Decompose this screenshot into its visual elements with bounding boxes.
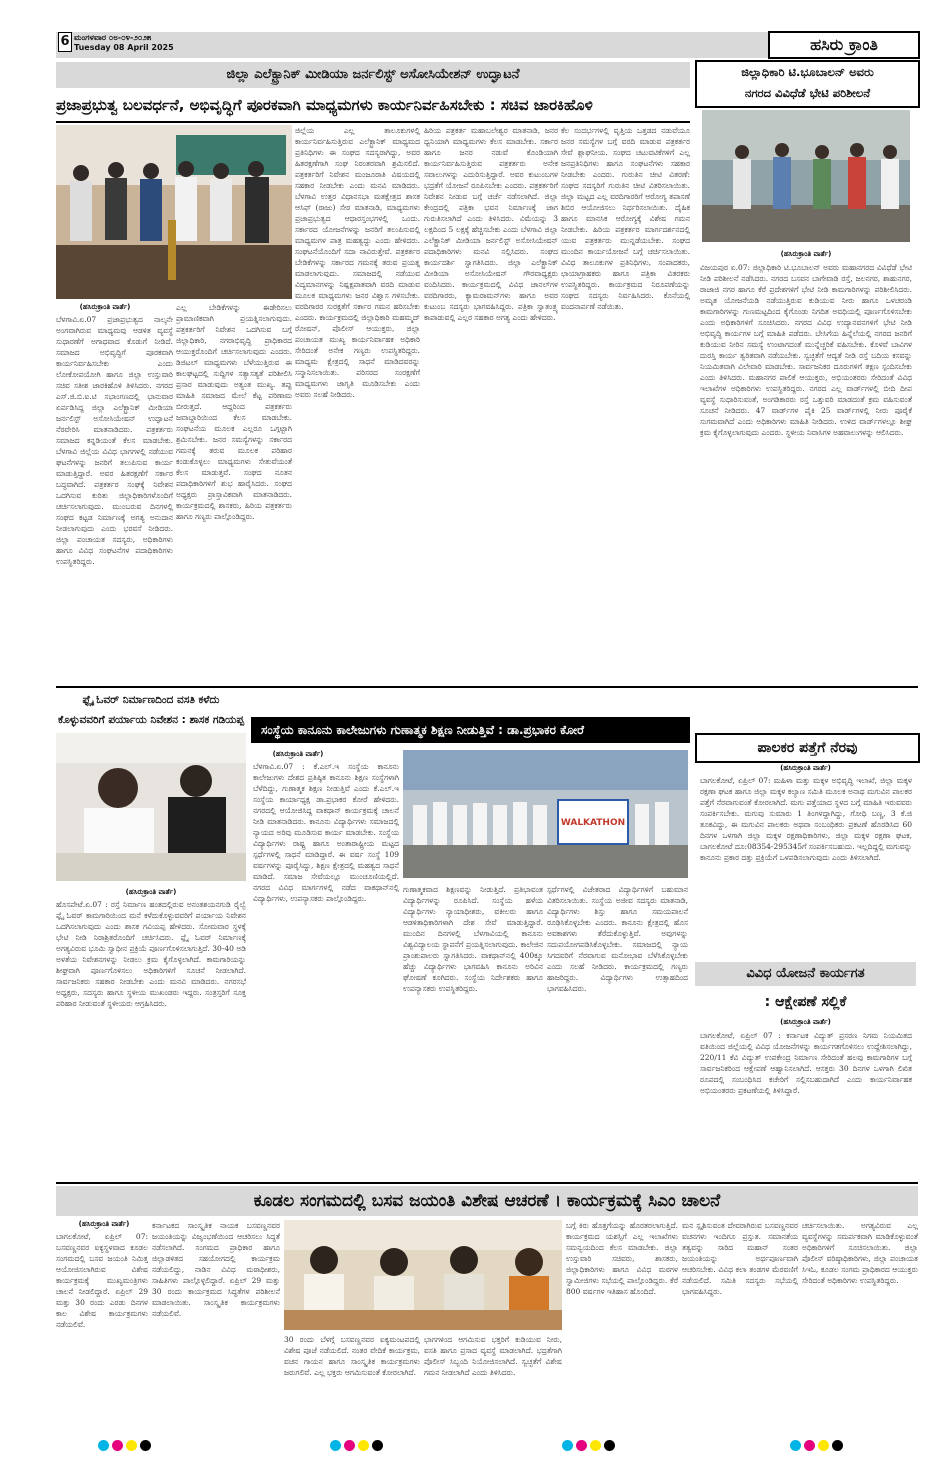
law-college-col3: ಸ್ಪರ್ಧೆಗಳಲ್ಲಿ ವಿಜೇತರಾದ ವಿದ್ಯಾರ್ಥಿಗಳಿಗೆ ಬಹುಮಾನ ವಿತರಿಸಲಾಯಿತು. ಸಂಸ್ಥೆಯ ಅಜೀವ ಸದಸ್ಯರು ಮಾತನಾಡಿ, ವಿದ್ಯಾರ್ಥಿಗಳು ಶಿಸ್ತು ಹಾಗೂ ಸಮಯಪಾಲನೆ ರೂಢಿಸಿಕೊಳ್ಳಬೇಕು ಎಂದರು. ಕಾನೂನು ಕ್ಷೇತ್ರದಲ್ಲಿ ಹೊಸ ಅವಕಾಶಗಳು ತೆರೆದುಕೊಳ್ಳುತ್ತಿವೆ. ಅವುಗಳನ್ನು ಸದುಪಯೋಗಪಡಿಸಿಕೊಳ್ಳಬೇಕು. ಸಮಾಜದಲ್ಲಿ ನ್ಯಾಯ ಸಿಗದವರಿಗೆ ನೆರವಾಗುವ ಮನೋಭಾವ ಬೆಳೆಸಿಕೊಳ್ಳಬೇಕು ಎಂದು ಸಲಹೆ ನೀಡಿದರು. ಕಾರ್ಯಕ್ರಮದಲ್ಲಿ ಗಣ್ಯರು ಹಾಜರಿದ್ದರು. ವಿದ್ಯಾರ್ಥಿಗಳು ಉತ್ಸಾಹದಿಂದ ಭಾಗವಹಿಸಿದರು. bbox=[547, 885, 688, 993]
dc-visit-photo bbox=[702, 110, 910, 242]
registration-marks bbox=[562, 1440, 618, 1452]
dc-visit-headline-2: ನಗರದ ವಿವಿಧೆಡೆ ಭೇಟಿ ಪರಿಶೀಲನೆ bbox=[744, 86, 871, 100]
basava-col2: ಕರ್ನಾಟಕದ ಸಾಂಸ್ಕೃತಿಕ ನಾಯಕ ಬಸವಣ್ಣನವರ ಜಯಂತಿಯನ್ನು ವಿಜೃಂಭಣೆಯಿಂದ ಆಚರಿಸಲು ಸಿದ್ಧತೆ ನಡೆಸಲಾಗಿದೆ. ಸಂಗಮದ ಪ್ರಾಧಿಕಾರ ಹಾಗೂ ಜಿಲ್ಲಾಡಳಿತದ ಸಹಯೋಗದಲ್ಲಿ ಕಾರ್ಯಕ್ರಮ ನಡೆಯಲಿದ್ದು, ನಾಡಿನ ವಿವಿಧ ಮಠಾಧೀಶರು, ಸಾಹಿತಿಗಳು ಪಾಲ್ಗೊಳ್ಳಲಿದ್ದಾರೆ. ಏಪ್ರಿಲ್ 29 ಮತ್ತು 30 ರಂದು ಕಾರ್ಯಕ್ರಮದ ಸಿದ್ಧತೆಗಳ ಪರಿಶೀಲನೆ ಮಾಡಲಾಯಿತು. ಸಾಂಸ್ಕೃತಿಕ ಕಾರ್ಯಕ್ರಮಗಳು ನಡೆಯಲಿವೆ. bbox=[152, 1221, 280, 1318]
basava-credit: (ಹಸಿರುಕ್ರಾಂತಿ ವಾರ್ತೆ) bbox=[78, 1220, 130, 1228]
mla-photo bbox=[56, 733, 246, 881]
dc-visit-credit: (ಹಸಿರುಕ್ರಾಂತಿ ವಾರ್ತೆ) bbox=[780, 250, 832, 258]
law-college-credit: (ಹಸಿರುಕ್ರಾಂತಿ ವಾರ್ತೆ) bbox=[272, 750, 324, 758]
walkathon-photo bbox=[403, 750, 688, 878]
inauguration-photo bbox=[56, 125, 292, 299]
basava-col4: ಭಾಗಗಳಿಂದ ಆಗಮಿಸುವ ಭಕ್ತರಿಗೆ ಕುಡಿಯುವ ನೀರು, ವಸತಿ ಹಾಗೂ ಪ್ರಸಾದ ವ್ಯವಸ್ಥೆ ಮಾಡಲಾಗಿದೆ. ಭದ್ರತೆಗಾಗಿ ಪೊಲೀಸ್ ಸಿಬ್ಬಂದಿ ನಿಯೋಜಿಸಲಾಗಿದೆ. ಸ್ವಚ್ಛತೆಗೆ ವಿಶೇಷ ಗಮನ ನೀಡಲಾಗಿದೆ ಎಂದು ತಿಳಿಸಿದರು. bbox=[424, 1335, 562, 1377]
main-story-col5: ಕೆಲ ಸಂದರ್ಭಗಳಲ್ಲಿ ವೃತ್ತಿಯ ಒತ್ತಡದ ನಡುವೆಯೂ ಜನರ ಸಮಸ್ಯೆಗಳ ಬಗ್ಗೆ ವರದಿ ಮಾಡುವ ಪತ್ರಕರ್ತರ ಸೇವೆ ಶ್ಲಾಘನೀಯ. ಸಂಘದ ಚಟುವಟಿಕೆಗಳಿಗೆ ಎಲ್ಲ ಜನಪ್ರತಿನಿಧಿಗಳು ಹಾಗೂ ಸಂಘಟನೆಗಳು ಸಹಕಾರ ನೀಡಬೇಕು ಎಂದರು. ಗುರುತಿನ ಚೀಟಿ ವಿತರಣೆ: ಸಂಘದ ಸದಸ್ಯರಿಗೆ ಗುರುತಿನ ಚೀಟಿ ವಿತರಿಸಲಾಯಿತು. ಜಿಲ್ಲಾ ಮಟ್ಟದ ಎಲ್ಲ ವರದಿಗಾರರಿಗೆ ಆರೋಗ್ಯ ತಪಾಸಣೆ ಶಿಬಿರ ಆಯೋಜಿಸಲು ನಿರ್ಧರಿಸಲಾಯಿತು. ದೈಹಿಕ ಹಾಗೂ ಮಾನಸಿಕ ಆರೋಗ್ಯಕ್ಕೆ ವಿಶೇಷ ಗಮನ ನೀಡಬೇಕು. ಹಿರಿಯ ಪತ್ರಕರ್ತರ ಮಾರ್ಗದರ್ಶನದಲ್ಲಿ ಯುವ ಪತ್ರಕರ್ತರು ಮುನ್ನಡೆಯಬೇಕು. ಸಂಘದ ಮುಂದಿನ ಕಾರ್ಯಯೋಜನೆ ಬಗ್ಗೆ ಚರ್ಚಿಸಲಾಯಿತು. ವಿವಿಧ ತಾಲೂಕುಗಳ ಪ್ರತಿನಿಧಿಗಳು, ಸಂಪಾದಕರು, ಛಾಯಾಗ್ರಾಹಕರು ಹಾಗೂ ಪತ್ರಿಕಾ ವಿತರಕರು ಉಪಸ್ಥಿತರಿದ್ದರು. ಕಾರ್ಯಕ್ರಮದ ನಿರೂಪಣೆಯನ್ನು ಸಂಘದ ಸದಸ್ಯರು ನಿರ್ವಹಿಸಿದರು. ಕೊನೆಯಲ್ಲಿ ವಂದನಾರ್ಪಣೆ ನಡೆಯಿತು. bbox=[561, 126, 690, 311]
main-story-col2: ಎಲ್ಲ ಬೇಡಿಕೆಗಳನ್ನು ಈಡೇರಿಸಲು ಪ್ರಾಮಾಣಿಕವಾಗಿ ಪ್ರಯತ್ನಿಸಲಾಗುವುದು. ಪತ್ರಕರ್ತರಿಗೆ ನಿವೇಶನ ಒದಗಿಸುವ ಬಗ್ಗೆ ಜಿಲ್ಲಾಧಿಕಾರಿ, ನಗರಾಭಿವೃದ್ಧಿ ಪ್ರಾಧಿಕಾರದ ಆಯುಕ್ತರೊಂದಿಗೆ ಚರ್ಚಿಸಲಾಗುವುದು ಎಂದರು. ಡಿಜಿಟಲ್ ಮಾಧ್ಯಮಗಳು ಬೆಳೆಯುತ್ತಿರುವ ಈ ಕಾಲಘಟ್ಟದಲ್ಲಿ ಸುದ್ದಿಗಳ ಸತ್ಯಾಸತ್ಯತೆ ಪರಿಶೀಲಿಸಿ ಪ್ರಸಾರ ಮಾಡುವುದು ಅತ್ಯಂತ ಮುಖ್ಯ. ತಪ್ಪು ಮಾಹಿತಿ ಸಮಾಜದ ಮೇಲೆ ಕೆಟ್ಟ ಪರಿಣಾಮ ಬೀರುತ್ತದೆ. ಆದ್ದರಿಂದ ಪತ್ರಕರ್ತರು ಜವಾಬ್ದಾರಿಯಿಂದ ಕೆಲಸ ಮಾಡಬೇಕು. ಸಂಘಟನೆಯ ಮೂಲಕ ಎಲ್ಲರೂ ಒಗ್ಗಟ್ಟಾಗಿ ಶ್ರಮಿಸಬೇಕು. ಜನರ ಸಮಸ್ಯೆಗಳನ್ನು ಸರ್ಕಾರದ ಗಮನಕ್ಕೆ ತರುವ ಮೂಲಕ ಪರಿಹಾರ ಕಂಡುಕೊಳ್ಳಲು ಮಾಧ್ಯಮಗಳು ಸೇತುವೆಯಂತೆ ಕೆಲಸ ಮಾಡುತ್ತವೆ. ಸಂಘದ ನೂತನ ಪದಾಧಿಕಾರಿಗಳಿಗೆ ಶುಭ ಹಾರೈಸಿದರು. ಸಂಘದ ಅಧ್ಯಕ್ಷರು ಪ್ರಾಸ್ತಾವಿಕವಾಗಿ ಮಾತನಾಡಿದರು. ಕಾರ್ಯಕ್ರಮದಲ್ಲಿ ಶಾಸಕರು, ಹಿರಿಯ ಪತ್ರಕರ್ತರು ಹಾಗೂ ಗಣ್ಯರು ಪಾಲ್ಗೊಂಡಿದ್ದರು. bbox=[176, 303, 292, 521]
registration-marks bbox=[790, 1440, 846, 1452]
schemes-headline-2: : ಆಕ್ಷೇಪಣೆ ಸಲ್ಲಿಕೆ bbox=[764, 994, 847, 1010]
date-line bbox=[74, 33, 174, 53]
law-college-headline: ಸಂಸ್ಥೆಯ ಕಾನೂನು ಕಾಲೇಜುಗಳು ಗುಣಾತ್ಮಕ ಶಿಕ್ಷಣ ನೀಡುತ್ತಿವೆ : ಡಾ.ಪ್ರಭಾಕರ ಕೋರೆ bbox=[251, 717, 690, 743]
main-story-col1: ಬೆಳಗಾವಿ.ಏ.07 ಪ್ರಜಾಪ್ರಭುತ್ವದ ನಾಲ್ಕನೇ ಅಂಗವಾಗಿರುವ ಮಾಧ್ಯಮವು ಆಡಳಿತ ವ್ಯವಸ್ಥೆ ಸುಧಾರಣೆಗೆ ಅಗಾಧವಾದ ಕೊಡುಗೆ ನೀಡಿದೆ. ಸಮಾಜದ ಅಭಿವೃದ್ಧಿಗೆ ಪೂರಕವಾಗಿ ಕಾರ್ಯನಿರ್ವಹಿಸಬೇಕು ಎಂದು ಲೋಕೋಪಯೋಗಿ ಹಾಗೂ ಜಿಲ್ಲಾ ಉಸ್ತುವಾರಿ ಸಚಿವ ಸತೀಶ ಜಾರಕಿಹೊಳಿ ತಿಳಿಸಿದರು. ನಗರದ ಎಸ್.ಜಿ.ಬಿ.ಐ.ಟಿ ಸಭಾಂಗಣದಲ್ಲಿ ಭಾನುವಾರ ಏರ್ಪಡಿಸಿದ್ದ ಜಿಲ್ಲಾ ಎಲೆಕ್ಟ್ರಾನಿಕ್ ಮೀಡಿಯಾ ಜರ್ನಲಿಸ್ಟ್ ಅಸೋಸಿಯೇಷನ್ ಉದ್ಘಾಟನೆ ನೆರವೇರಿಸಿ ಮಾತನಾಡಿದರು. ಪತ್ರಕರ್ತರು ಸಮಾಜದ ಕನ್ನಡಿಯಂತೆ ಕೆಲಸ ಮಾಡಬೇಕು. ಬೆಳಗಾವಿ ಜಿಲ್ಲೆಯ ವಿವಿಧ ಭಾಗಗಳಲ್ಲಿ ನಡೆಯುವ ಘಟನೆಗಳನ್ನು ಜನರಿಗೆ ತಲುಪಿಸುವ ಕಾರ್ಯ ಮಾಡುತ್ತಿದ್ದಾರೆ. ಅವರ ಹಿತರಕ್ಷಣೆಗೆ ಸರ್ಕಾರ ಬದ್ಧವಾಗಿದೆ. ಪತ್ರಕರ್ತರ ಸಂಘಕ್ಕೆ ನಿವೇಶನ ಒದಗಿಸುವ ಕುರಿತು ಜಿಲ್ಲಾಧಿಕಾರಿಗಳೊಂದಿಗೆ ಚರ್ಚಿಸಲಾಗುವುದು. ಮುಂಬರುವ ದಿನಗಳಲ್ಲಿ ಸಂಘದ ಕಟ್ಟಡ ನಿರ್ಮಾಣಕ್ಕೆ ಅಗತ್ಯ ಅನುದಾನ ನೀಡಲಾಗುವುದು ಎಂದು ಭರವಸೆ ನೀಡಿದರು. ಜಿಲ್ಲಾ ಪಂಚಾಯತ ಸದಸ್ಯರು, ಅಧಿಕಾರಿಗಳು ಹಾಗೂ ವಿವಿಧ ಸಂಘಟನೆಗಳ ಪದಾಧಿಕಾರಿಗಳು ಉಪಸ್ಥಿತರಿದ್ದರು. bbox=[56, 315, 173, 566]
schemes-body: ಬಾಗಲಕೋಟೆ, ಏಪ್ರಿಲ್ 07 : ಕರ್ನಾಟಕ ವಿದ್ಯುತ್ ಪ್ರಸರಣ ನಿಗಮ ನಿಯಮಿತದ ವತಿಯಿಂದ ಜಿಲ್ಲೆಯಲ್ಲಿ ವಿವಿಧ ಯೋಜನೆಗಳನ್ನು ಕಾರ್ಯಗತಗೊಳಿಸಲು ಉದ್ದೇಶಿಸಲಾಗಿದ್ದು, 220/11 ಕೆವಿ ವಿದ್ಯುತ್ ಉಪಕೇಂದ್ರ ನಿರ್ಮಾಣ ಸೇರಿದಂತೆ ಹಲವು ಕಾಮಗಾರಿಗಳ ಬಗ್ಗೆ ಸಾರ್ವಜನಿಕರಿಂದ ಆಕ್ಷೇಪಣೆ ಆಹ್ವಾನಿಸಲಾಗಿದೆ. ಆಸಕ್ತರು 30 ದಿನಗಳ ಒಳಗಾಗಿ ಲಿಖಿತ ರೂಪದಲ್ಲಿ ಸಂಬಂಧಿಸಿದ ಕಚೇರಿಗೆ ಸಲ್ಲಿಸಬಹುದಾಗಿದೆ ಎಂದು ಕಾರ್ಯನಿರ್ವಾಹಕ ಅಭಿಯಂತರರು ಪ್ರಕಟಣೆಯಲ್ಲಿ ತಿಳಿಸಿದ್ದಾರೆ. bbox=[700, 1031, 912, 1095]
main-story-headline: ಪ್ರಜಾಪ್ರಭುತ್ವ ಬಲವರ್ಧನೆ, ಅಭಿವೃದ್ಧಿಗೆ ಪೂರಕವಾಗಿ ಮಾಧ್ಯಮಗಳು ಕಾರ್ಯನಿರ್ವಹಿಸಬೇಕು : ಸಚಿವ ಜಾರಕಿಹೊಳಿ bbox=[56, 96, 593, 114]
flyover-headline-box bbox=[56, 690, 246, 730]
dc-visit-headline-box bbox=[695, 60, 920, 108]
flyover-headline-2: ಕೊಳ್ಳುವವರಿಗೆ ಪರ್ಯಾಯ ನಿವೇಶನ : ಶಾಸಕ ಗಡಿಯಪ್ಪ bbox=[58, 714, 244, 726]
main-story-kicker: ಜಿಲ್ಲಾ ಎಲೆಕ್ಟ್ರಾನಿಕ್ ಮೀಡಿಯಾ ಜರ್ನಲಿಸ್ಟ್ ಅಸೋಸಿಯೇಶನ್ ಉದ್ಘಾಟನೆ bbox=[56, 62, 690, 88]
parents-headline: ಪಾಲಕರ ಪತ್ತೆಗೆ ನೆರವು bbox=[695, 733, 920, 763]
dc-visit-headline-1: ಜಿಲ್ಲಾಧಿಕಾರಿ ಟಿ.ಭೂಬಾಲನ್ ಅವರು bbox=[741, 65, 874, 79]
basava-col3: 30 ರಂದು ಬೆಳಗ್ಗೆ ಬಸವಣ್ಣನವರ ಐಕ್ಯಮಂಟಪದಲ್ಲಿ ವಿಶೇಷ ಪೂಜೆ ನಡೆಯಲಿದೆ. ನಂತರ ವೇದಿಕೆ ಕಾರ್ಯಕ್ರಮ, ವಚನ ಗಾಯನ ಹಾಗೂ ಸಾಂಸ್ಕೃತಿಕ ಕಾರ್ಯಕ್ರಮಗಳು ಜರುಗಲಿವೆ. ಎಲ್ಲ ಭಕ್ತರು ಆಗಮಿಸುವಂತೆ ಕೋರಲಾಗಿದೆ. bbox=[284, 1335, 420, 1377]
registration-marks bbox=[98, 1440, 154, 1452]
flyover-headline-1: ಫ್ಲೈ ಓವರ್ ನಿರ್ಮಾಣದಿಂದ ವಸತಿ ಕಳೆದು bbox=[82, 694, 220, 706]
basava-meeting-photo bbox=[284, 1220, 562, 1330]
main-story-credit: (ಹಸಿರುಕ್ರಾಂತಿ ವಾರ್ತೆ) bbox=[79, 303, 131, 311]
divider bbox=[56, 121, 690, 123]
law-college-col1: ಬೆಳಗಾವಿ.ಏ.07 : ಕೆ.ಎಲ್.ಇ ಸಂಸ್ಥೆಯ ಕಾನೂನು ಕಾಲೇಜುಗಳು ದೇಶದ ಪ್ರತಿಷ್ಠಿತ ಕಾನೂನು ಶಿಕ್ಷಣ ಸಂಸ್ಥೆಗಳಾಗಿ ಬೆಳೆದಿದ್ದು, ಗುಣಾತ್ಮಕ ಶಿಕ್ಷಣ ನೀಡುತ್ತಿವೆ ಎಂದು ಕೆ.ಎಲ್.ಇ ಸಂಸ್ಥೆಯ ಕಾರ್ಯಾಧ್ಯಕ್ಷ ಡಾ.ಪ್ರಭಾಕರ ಕೋರೆ ಹೇಳಿದರು. ನಗರದಲ್ಲಿ ಆಯೋಜಿಸಿದ್ದ ವಾಕಥಾನ್ ಕಾರ್ಯಕ್ರಮಕ್ಕೆ ಚಾಲನೆ ನೀಡಿ ಮಾತನಾಡಿದರು. ಕಾನೂನು ವಿದ್ಯಾರ್ಥಿಗಳು ಸಮಾಜದಲ್ಲಿ ನ್ಯಾಯದ ಅರಿವು ಮೂಡಿಸುವ ಕಾರ್ಯ ಮಾಡಬೇಕು. ಸಂಸ್ಥೆಯ ವಿದ್ಯಾರ್ಥಿಗಳು ರಾಷ್ಟ್ರ ಹಾಗೂ ಅಂತಾರಾಷ್ಟ್ರೀಯ ಮಟ್ಟದ ಸ್ಪರ್ಧೆಗಳಲ್ಲಿ ಸಾಧನೆ ಮಾಡಿದ್ದಾರೆ. ಈ ವರ್ಷ ಸಂಸ್ಥೆ 109 ವರ್ಷಗಳನ್ನು ಪೂರೈಸಿದ್ದು, ಶಿಕ್ಷಣ ಕ್ಷೇತ್ರದಲ್ಲಿ ಮಹತ್ವದ ಸಾಧನೆ ಮಾಡಿದೆ. ಸಮಾಜ ಸೇವೆಯಲ್ಲೂ ಮುಂಚೂಣಿಯಲ್ಲಿದೆ. ನಗರದ ವಿವಿಧ ಮಾರ್ಗಗಳಲ್ಲಿ ನಡೆದ ವಾಕಥಾನ್‌ನಲ್ಲಿ ವಿದ್ಯಾರ್ಥಿಗಳು, ಉಪನ್ಯಾಸಕರು ಪಾಲ್ಗೊಂಡಿದ್ದರು. bbox=[253, 762, 399, 903]
date-kannada: ಮಂಗಳವಾರ ೦೮-೦೪-೨೦೨೫ bbox=[74, 33, 152, 42]
basava-col7: ಚರ್ಚಿಸಲಾಯಿತು. ಅಗತ್ಯವಿರುವ ಎಲ್ಲ ವ್ಯವಸ್ಥೆಗಳನ್ನು ಸಮರ್ಪಕವಾಗಿ ಮಾಡಿಕೊಳ್ಳುವಂತೆ ಅಧಿಕಾರಿಗಳಿಗೆ ಸೂಚಿಸಲಾಯಿತು. ಜಿಲ್ಲಾ ಪೊಲೀಸ್ ವರಿಷ್ಠಾಧಿಕಾರಿಗಳು, ಜಿಲ್ಲಾ ಪಂಚಾಯತ ಸಿಇಓ, ಕೂಡಲ ಸಂಗಮ ಪ್ರಾಧಿಕಾರದ ಆಯುಕ್ತರು ಸೇರಿದಂತೆ ಅಧಿಕಾರಿಗಳು ಉಪಸ್ಥಿತರಿದ್ದರು. bbox=[802, 1221, 918, 1285]
schemes-credit: (ಹಸಿರುಕ್ರಾಂತಿ ವಾರ್ತೆ) bbox=[780, 1018, 831, 1026]
divider bbox=[56, 686, 918, 688]
flyover-credit: (ಹಸಿರುಕ್ರಾಂತಿ ವಾರ್ತೆ) bbox=[125, 888, 177, 896]
main-story-col4: ಹಿರಿಯ ಪತ್ರಕರ್ತ ಮಹಾಬಲೇಶ್ವರ ಮಾತನಾಡಿ, ಜನರ ಧ್ವನಿಯಾಗಿ ಮಾಧ್ಯಮಗಳು ಕೆಲಸ ಮಾಡಬೇಕು. ಸರ್ಕಾರ ಹಾಗೂ ಜನರ ನಡುವೆ ಕೊಂಡಿಯಾಗಿ ಕಾರ್ಯನಿರ್ವಹಿಸುತ್ತಿರುವ ಪತ್ರಕರ್ತರು ಅನೇಕ ಸವಾಲುಗಳನ್ನು ಎದುರಿಸುತ್ತಿದ್ದಾರೆ. ಅವರ ಕುಟುಂಬಗಳ ಭದ್ರತೆಗೆ ಯೋಜನೆ ರೂಪಿಸಬೇಕು ಎಂದರು. ಪತ್ರಕರ್ತರಿಗೆ ನಿವೇಶನ ನೀಡುವ ಬಗ್ಗೆ ಚರ್ಚೆ ನಡೆಸಲಾಗಿದೆ. ಜಿಲ್ಲಾ ಕೇಂದ್ರದಲ್ಲಿ ಪತ್ರಿಕಾ ಭವನ ನಿರ್ಮಾಣಕ್ಕೆ ಜಾಗ ಗುರುತಿಸಲಾಗಿದೆ ಎಂದು ತಿಳಿಸಿದರು. ವಿಮೆಯನ್ನು 3 ಲಕ್ಷದಿಂದ 5 ಲಕ್ಷಕ್ಕೆ ಹೆಚ್ಚಿಸಬೇಕು ಎಂದು ಬೆಳಗಾವಿ ಜಿಲ್ಲಾ ಎಲೆಕ್ಟ್ರಾನಿಕ್ ಮೀಡಿಯಾ ಜರ್ನಲಿಸ್ಟ್ ಅಸೋಸಿಯೇಷನ್ ಪದಾಧಿಕಾರಿಗಳು ಮನವಿ ಸಲ್ಲಿಸಿದರು. ಸಂಘದ ಕಾರ್ಯದರ್ಶಿ ಸ್ವಾಗತಿಸಿದರು. ಜಿಲ್ಲಾ ಎಲೆಕ್ಟ್ರಾನಿಕ್ ಮೀಡಿಯಾ ಅಸೋಸಿಯೇಷನ್ ಗೌರವಾಧ್ಯಕ್ಷರು ವಂದಿಸಿದರು. ಕಾರ್ಯಕ್ರಮದಲ್ಲಿ ವಿವಿಧ ಚಾನಲ್‌ಗಳ ವರದಿಗಾರರು, ಕ್ಯಾಮರಾಮನ್‌ಗಳು ಹಾಗೂ ಅವರ ಕುಟುಂಬ ಸದಸ್ಯರು ಭಾಗವಹಿಸಿದ್ದರು. ಪತ್ರಿಕಾ ಸ್ವಾತಂತ್ರ್ಯ ಕಾಪಾಡುವಲ್ಲಿ ಎಲ್ಲರ ಸಹಕಾರ ಅಗತ್ಯ ಎಂದು ಹೇಳಿದರು. bbox=[424, 126, 558, 322]
page-number: 6 bbox=[58, 32, 72, 52]
walkathon-banner-text: WALKATHON bbox=[560, 818, 626, 828]
registration-marks bbox=[330, 1440, 386, 1452]
flyover-body: ಹೊಸಪೇಟೆ.ಏ.07 : ರಸ್ತೆ ನಿರ್ಮಾಣ ಹಂತದಲ್ಲಿರುವ ಅನಂತಶಯನಗುಡಿ ರೈಲ್ವೆ ಫ್ಲೈ ಓವರ್ ಕಾಮಗಾರಿಯಿಂದ ಮನೆ ಕಳೆದುಕೊಳ್ಳುವವರಿಗೆ ಪರ್ಯಾಯ ನಿವೇಶನ ಒದಗಿಸಲಾಗುವುದು ಎಂದು ಶಾಸಕ ಗವಿಯಪ್ಪ ಹೇಳಿದರು. ಸೋಮವಾರ ಸ್ಥಳಕ್ಕೆ ಭೇಟಿ ನೀಡಿ ನಿರಾಶ್ರಿತರೊಂದಿಗೆ ಚರ್ಚಿಸಿದರು. ಫ್ಲೈ ಓವರ್ ನಿರ್ಮಾಣಕ್ಕೆ ಅಗತ್ಯವಿರುವ ಭೂಮಿ ಸ್ವಾಧೀನ ಪ್ರಕ್ರಿಯೆ ಪೂರ್ಣಗೊಳಿಸಲಾಗುತ್ತಿದೆ. 30-40 ಅಡಿ ಅಳತೆಯ ನಿವೇಶನಗಳನ್ನು ನೀಡಲು ಕ್ರಮ ಕೈಗೊಳ್ಳಲಾಗಿದೆ. ಕಾಮಗಾರಿಯನ್ನು ಶೀಘ್ರವಾಗಿ ಪೂರ್ಣಗೊಳಿಸಲು ಅಧಿಕಾರಿಗಳಿಗೆ ಸೂಚನೆ ನೀಡಲಾಗಿದೆ. ಸಾರ್ವಜನಿಕರು ಸಹಕಾರ ನೀಡಬೇಕು ಎಂದು ಮನವಿ ಮಾಡಿದರು. ನಗರಸಭೆ ಅಧ್ಯಕ್ಷರು, ಸದಸ್ಯರು ಹಾಗೂ ಸ್ಥಳೀಯ ಮುಖಂಡರು ಇದ್ದರು. ಸಂತ್ರಸ್ತರಿಗೆ ಸೂಕ್ತ ಪರಿಹಾರ ನೀಡುವಂತೆ ಸ್ಥಳೀಯರು ಆಗ್ರಹಿಸಿದರು. bbox=[56, 900, 246, 1008]
date-english: Tuesday 08 April 2025 bbox=[74, 43, 174, 52]
schemes-headline-1: ವಿವಿಧ ಯೋಜನೆ ಕಾರ್ಯಗತ bbox=[695, 962, 916, 986]
law-college-col2: ಗುಣಾತ್ಮಕವಾದ ಶಿಕ್ಷಣವನ್ನು ನೀಡುತ್ತಿದೆ. ಪ್ರತಿಭಾವಂತ ವಿದ್ಯಾರ್ಥಿಗಳನ್ನು ರೂಪಿಸಿದೆ. ಸಂಸ್ಥೆಯ ಹಳೆಯ ವಿದ್ಯಾರ್ಥಿಗಳು ನ್ಯಾಯಾಧೀಶರು, ವಕೀಲರು ಹಾಗೂ ಆಡಳಿತಾಧಿಕಾರಿಗಳಾಗಿ ದೇಶ ಸೇವೆ ಮಾಡುತ್ತಿದ್ದಾರೆ. ಮುಂದಿನ ದಿನಗಳಲ್ಲಿ ಬೆಳಗಾವಿಯಲ್ಲಿ ಕಾನೂನು ವಿಶ್ವವಿದ್ಯಾಲಯ ಸ್ಥಾಪನೆಗೆ ಪ್ರಯತ್ನಿಸಲಾಗುವುದು. ಕಾಲೇಜಿನ ಪ್ರಾಂಶುಪಾಲರು ಸ್ವಾಗತಿಸಿದರು. ವಾಕಥಾನ್‌ನಲ್ಲಿ 400ಕ್ಕೂ ಹೆಚ್ಚು ವಿದ್ಯಾರ್ಥಿಗಳು ಭಾಗವಹಿಸಿ ಕಾನೂನು ಅರಿವಿನ ಘೋಷಣೆ ಕೂಗಿದರು. ಸಂಸ್ಥೆಯ ನಿರ್ದೇಶಕರು ಹಾಗೂ ಉಪನ್ಯಾಸಕರು ಉಪಸ್ಥಿತರಿದ್ದರು. bbox=[403, 885, 543, 993]
divider bbox=[56, 1182, 918, 1184]
parents-body: ಬಾಗಲಕೋಟೆ, ಏಪ್ರಿಲ್ 07: ಮಹಿಳಾ ಮತ್ತು ಮಕ್ಕಳ ಅಭಿವೃದ್ಧಿ ಇಲಾಖೆ, ಜಿಲ್ಲಾ ಮಕ್ಕಳ ರಕ್ಷಣಾ ಘಟಕ ಹಾಗೂ ಜಿಲ್ಲಾ ಮಕ್ಕಳ ಕಲ್ಯಾಣ ಸಮಿತಿ ಮೂಲಕ ಅನಾಥ ಮಗುವಿನ ಪಾಲಕರ ಪತ್ತೆಗೆ ನೆರವಾಗುವಂತೆ ಕೋರಲಾಗಿದೆ. ಮಗು ಪತ್ತೆಯಾದ ಸ್ಥಳದ ಬಗ್ಗೆ ಮಾಹಿತಿ ಇರುವವರು ಸಂಪರ್ಕಿಸಬೇಕು. ಮಗುವು ಸುಮಾರು 1 ತಿಂಗಳದ್ದಾಗಿದ್ದು, ಗೋಧಿ ಬಣ್ಣ, 3 ಕೆ.ಜಿ ತೂಕವಿದ್ದು, ಈ ಮಗುವಿನ ಪಾಲಕರು ಅಥವಾ ಸಂಬಂಧಿಕರು ಪ್ರಕಟಣೆ ಹೊರಡಿಸಿದ 60 ದಿನಗಳ ಒಳಗಾಗಿ ಜಿಲ್ಲಾ ಮಕ್ಕಳ ರಕ್ಷಣಾಧಿಕಾರಿಗಳು, ಜಿಲ್ಲಾ ಮಕ್ಕಳ ರಕ್ಷಣಾ ಘಟಕ, ಬಾಗಲಕೋಟೆ ದೂ:08354-295345ಗೆ ಸಂಪರ್ಕಿಸಬಹುದು. ಇಲ್ಲದಿದ್ದಲ್ಲಿ ಮಗುವನ್ನು ಕಾನೂನು ಪ್ರಕಾರ ದತ್ತು ಪ್ರಕ್ರಿಯೆಗೆ ಒಳಪಡಿಸಲಾಗುವುದು ಎಂದು ತಿಳಿಸಲಾಗಿದೆ. bbox=[700, 776, 912, 862]
basava-col1: ಬಾಗಲಕೋಟೆ, ಏಪ್ರಿಲ್ 07: ಬಸವಣ್ಣನವರ ಐಕ್ಯಸ್ಥಳವಾದ ಕೂಡಲ ಸಂಗಮದಲ್ಲಿ ಬಸವ ಜಯಂತಿ ನಿಮಿತ್ತ ಆಯೋಜಿಸಲಾಗಿರುವ ವಿಶೇಷ ಕಾರ್ಯಕ್ರಮಕ್ಕೆ ಮುಖ್ಯಮಂತ್ರಿಗಳು ಚಾಲನೆ ನೀಡಲಿದ್ದಾರೆ. ಏಪ್ರಿಲ್ 29 ಮತ್ತು 30 ರಂದು ಎರಡು ದಿನಗಳ ಕಾಲ ವಿಶೇಷ ಕಾರ್ಯಕ್ರಮಗಳು ನಡೆಯಲಿವೆ. bbox=[56, 1232, 148, 1329]
basava-col5: ಬಗ್ಗೆ ಕಿರು ಹೊತ್ತಗೆಯನ್ನು ಹೊರತರಲಾಗುತ್ತಿದೆ. ಕಾರ್ಯಕ್ರಮದ ಯಶಸ್ಸಿಗೆ ಎಲ್ಲ ಇಲಾಖೆಗಳು ಸಮನ್ವಯದಿಂದ ಕೆಲಸ ಮಾಡಬೇಕು. ಜಿಲ್ಲಾ ಉಸ್ತುವಾರಿ ಸಚಿವರು, ಶಾಸಕರು, ಜಿಲ್ಲಾಧಿಕಾರಿಗಳು ಹಾಗೂ ವಿವಿಧ ಮಠಗಳ ಸ್ವಾಮೀಜಿಗಳು ಸಭೆಯಲ್ಲಿ ಪಾಲ್ಗೊಂಡಿದ್ದರು. ಕೆರೆ 800 ವರ್ಷಗಳ ಇತಿಹಾಸ ಹೊಂದಿದೆ. bbox=[566, 1221, 678, 1296]
dc-visit-body: ವಿಜಯಪುರ ಏ.07: ಜಿಲ್ಲಾಧಿಕಾರಿ ಟಿ.ಭೂಬಾಲನ್ ಅವರು ಮಹಾನಗರದ ವಿವಿಧೆಡೆ ಭೇಟಿ ನೀಡಿ ಪರಿಶೀಲನೆ ನಡೆಸಿದರು. ನಗರದ ಬಸವನ ಬಾಗೇವಾಡಿ ರಸ್ತೆ, ಜಲನಗರ, ಶಾಹುನಗರ, ರಾಜಾಜಿ ನಗರ ಹಾಗೂ ಕೆರೆ ಪ್ರದೇಶಗಳಿಗೆ ಭೇಟಿ ನೀಡಿ ಕಾಮಗಾರಿಗಳನ್ನು ಪರಿಶೀಲಿಸಿದರು. ಅಮೃತ ಯೋಜನೆಯಡಿ ನಡೆಯುತ್ತಿರುವ ಕುಡಿಯುವ ನೀರು ಹಾಗೂ ಒಳಚರಂಡಿ ಕಾಮಗಾರಿಗಳನ್ನು ಗುಣಮಟ್ಟದಿಂದ ಕೈಗೊಂಡು ನಿಗದಿತ ಅವಧಿಯಲ್ಲಿ ಪೂರ್ಣಗೊಳಿಸಬೇಕು ಎಂದು ಅಧಿಕಾರಿಗಳಿಗೆ ಸೂಚಿಸಿದರು. ನಗರದ ವಿವಿಧ ಉದ್ಯಾನವನಗಳಿಗೆ ಭೇಟಿ ನೀಡಿ ಅಭಿವೃದ್ಧಿ ಕಾರ್ಯಗಳ ಬಗ್ಗೆ ಮಾಹಿತಿ ಪಡೆದರು. ಬೇಸಿಗೆಯ ಹಿನ್ನೆಲೆಯಲ್ಲಿ ನಗರದ ಜನರಿಗೆ ಕುಡಿಯುವ ನೀರಿನ ಸಮಸ್ಯೆ ಉಂಟಾಗದಂತೆ ಮುನ್ನೆಚ್ಚರಿಕೆ ವಹಿಸಬೇಕು. ಕೊಳವೆ ಬಾವಿಗಳ ದುರಸ್ತಿ ಕಾರ್ಯ ತ್ವರಿತವಾಗಿ ನಡೆಯಬೇಕು. ಸ್ವಚ್ಛತೆಗೆ ಆದ್ಯತೆ ನೀಡಿ ರಸ್ತೆ ಬದಿಯ ಕಸವನ್ನು ನಿಯಮಿತವಾಗಿ ವಿಲೇವಾರಿ ಮಾಡಬೇಕು. ಸಾರ್ವಜನಿಕರ ದೂರುಗಳಿಗೆ ತಕ್ಷಣ ಸ್ಪಂದಿಸಬೇಕು ಎಂದು ತಿಳಿಸಿದರು. ಮಹಾನಗರ ಪಾಲಿಕೆ ಆಯುಕ್ತರು, ಅಭಿಯಂತರರು ಸೇರಿದಂತೆ ವಿವಿಧ ಇಲಾಖೆಗಳ ಅಧಿಕಾರಿಗಳು ಉಪಸ್ಥಿತರಿದ್ದರು. ನಗರದ ಎಲ್ಲ ವಾರ್ಡ್‌ಗಳಲ್ಲಿ ಬೀದಿ ದೀಪ ವ್ಯವಸ್ಥೆ ಸುಧಾರಿಸುವಂತೆ, ಅಂಗಡಿಕಾರರು ರಸ್ತೆ ಒತ್ತುವರಿ ಮಾಡದಂತೆ ಕ್ರಮ ವಹಿಸುವಂತೆ ಸೂಚನೆ ನೀಡಿದರು. 47 ವಾರ್ಡ್‌ಗಳ ಪೈಕಿ 25 ವಾರ್ಡ್‌ಗಳಲ್ಲಿ ನೀರು ಪೂರೈಕೆ ಸುಗಮವಾಗಿದೆ ಎಂದು ಅಧಿಕಾರಿಗಳು ಮಾಹಿತಿ ನೀಡಿದರು. ಉಳಿದ ವಾರ್ಡ್‌ಗಳಲ್ಲೂ ಶೀಘ್ರ ಕ್ರಮ ಕೈಗೊಳ್ಳಲಾಗುವುದು ಎಂದರು. ಸ್ಥಳೀಯ ನಿವಾಸಿಗಳ ಅಹವಾಲುಗಳನ್ನು ಆಲಿಸಿದರು. bbox=[700, 263, 912, 437]
basava-jayanti-headline: ಕೂಡಲ ಸಂಗಮದಲ್ಲಿ ಬಸವ ಜಯಂತಿ ವಿಶೇಷ ಆಚರಣೆ । ಕಾರ್ಯಕ್ರಮಕ್ಕೆ ಸಿಎಂ ಚಾಲನೆ bbox=[56, 1186, 918, 1216]
main-story-col3: ಜಿಲ್ಲೆಯ ಎಲ್ಲ ತಾಲೂಕುಗಳಲ್ಲಿ ಕಾರ್ಯನಿರ್ವಹಿಸುತ್ತಿರುವ ಎಲೆಕ್ಟ್ರಾನಿಕ್ ಮಾಧ್ಯಮದ ಪ್ರತಿನಿಧಿಗಳು ಈ ಸಂಘದ ಸದಸ್ಯರಾಗಿದ್ದು, ಅವರ ಹಿತರಕ್ಷಣೆಗಾಗಿ ಸಂಘ ನಿರಂತರವಾಗಿ ಶ್ರಮಿಸಲಿದೆ. ಪತ್ರಕರ್ತರಿಗೆ ನಿವೇಶನ ಮಂಜೂರಾತಿ ವಿಷಯದಲ್ಲಿ ಸಹಕಾರ ನೀಡಬೇಕು ಎಂದು ಮನವಿ ಮಾಡಿದರು. ಬೆಳಗಾವಿ ಉತ್ತರ ವಿಧಾನಸಭಾ ಮತಕ್ಷೇತ್ರದ ಶಾಸಕ ಆಸಿಫ್ (ರಾಜು) ಸೇಠ ಮಾತನಾಡಿ, ಮಾಧ್ಯಮಗಳು ಪ್ರಜಾಪ್ರಭುತ್ವದ ಆಧಾರಸ್ತಂಭಗಳಲ್ಲಿ ಒಂದು. ಸರ್ಕಾರದ ಯೋಜನೆಗಳನ್ನು ಜನರಿಗೆ ತಲುಪಿಸುವಲ್ಲಿ ಮಾಧ್ಯಮಗಳ ಪಾತ್ರ ಮಹತ್ವದ್ದು ಎಂದು ಹೇಳಿದರು. ಸಂಘಟನೆಯೊಂದಿಗೆ ಸದಾ ನಾವಿರುತ್ತೇವೆ. ಪತ್ರಕರ್ತರ ಬೇಡಿಕೆಗಳನ್ನು ಸರ್ಕಾರದ ಗಮನಕ್ಕೆ ತರುವ ಪ್ರಯತ್ನ ಮಾಡಲಾಗುವುದು. ಸಮಾಜದಲ್ಲಿ ನಡೆಯುವ ವಿದ್ಯಮಾನಗಳನ್ನು ನಿಷ್ಪಕ್ಷಪಾತವಾಗಿ ವರದಿ ಮಾಡುವ ಮೂಲಕ ಮಾಧ್ಯಮಗಳು ಜನರ ವಿಶ್ವಾಸ ಗಳಿಸಬೇಕು. ವರದಿಗಾರರ ಸುರಕ್ಷತೆಗೆ ಸರ್ಕಾರ ಗಮನ ಹರಿಸಬೇಕು ಎಂದರು. ಕಾರ್ಯಕ್ರಮದಲ್ಲಿ ಜಿಲ್ಲಾಧಿಕಾರಿ ಮಹಮ್ಮದ್ ರೋಷನ್, ಪೊಲೀಸ್ ಆಯುಕ್ತರು, ಜಿಲ್ಲಾ ಪಂಚಾಯತ ಮುಖ್ಯ ಕಾರ್ಯನಿರ್ವಾಹಕ ಅಧಿಕಾರಿ ಸೇರಿದಂತೆ ಅನೇಕ ಗಣ್ಯರು ಉಪಸ್ಥಿತರಿದ್ದರು. ಮಾಧ್ಯಮ ಕ್ಷೇತ್ರದಲ್ಲಿ ಸಾಧನೆ ಮಾಡಿದವರನ್ನು ಸನ್ಮಾನಿಸಲಾಯಿತು. ಪರಿಸರದ ಸಂರಕ್ಷಣೆಗೆ ಮಾಧ್ಯಮಗಳು ಜಾಗೃತಿ ಮೂಡಿಸಬೇಕು ಎಂದು ಅವರು ಸಲಹೆ ನೀಡಿದರು. bbox=[295, 126, 420, 399]
masthead: ಹಸಿರು ಕ್ರಾಂತಿ bbox=[768, 31, 920, 59]
basava-col6: ಮನ ಸ್ಪೃಶಿಸುವಂತ ದೇವರಾಗಿರುವ ಬಸವಣ್ಣನವರ ವಚನಗಳು ಇಂದಿಗೂ ಪ್ರಸ್ತುತ. ಸಮಾನತೆಯ ತತ್ವವನ್ನು ಸಾರಿದ ಮಹಾನ್ ಸಂತರ ಜಯಂತಿಯನ್ನು ಅರ್ಥಪೂರ್ಣವಾಗಿ ಆಚರಿಸಬೇಕು. ವಿವಿಧ ಕಲಾ ತಂಡಗಳ ಮೆರವಣಿಗೆ ನಡೆಯಲಿದೆ. ಸಮಿತಿ ಸದಸ್ಯರು ಸಭೆಯಲ್ಲಿ ಭಾಗವಹಿಸಿದ್ದರು. bbox=[682, 1221, 798, 1296]
parents-credit: (ಹಸಿರುಕ್ರಾಂತಿ ವಾರ್ತೆ) bbox=[780, 764, 831, 772]
